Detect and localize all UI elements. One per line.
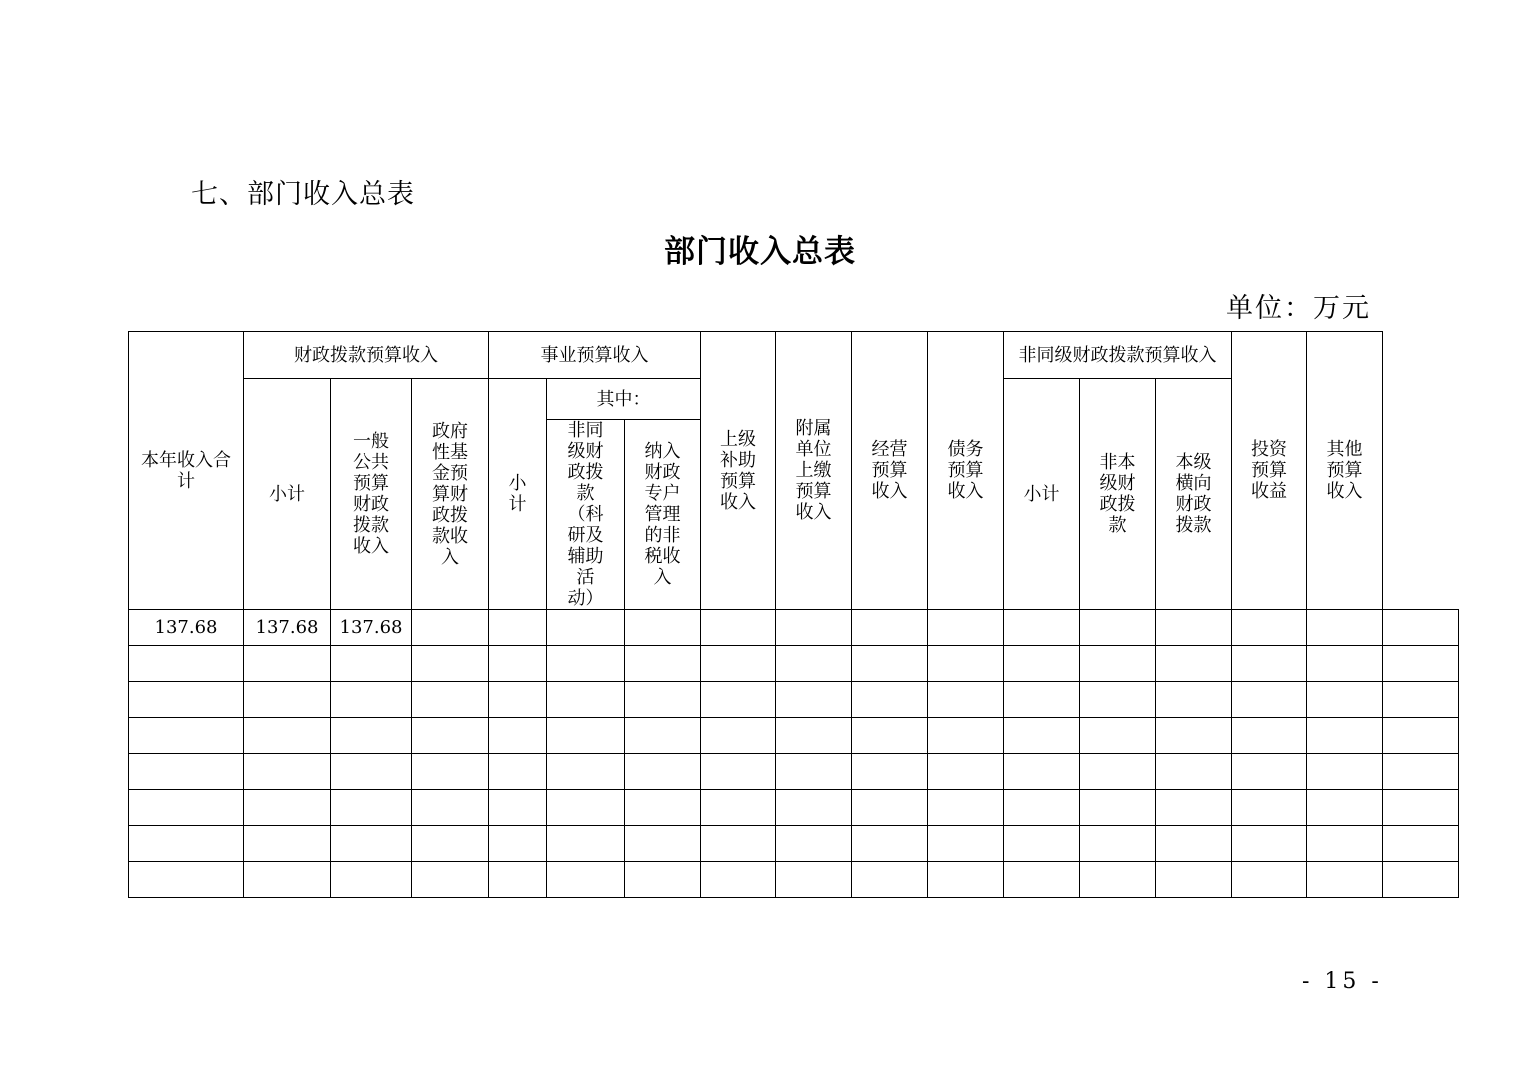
table-cell: 137.68: [129, 610, 244, 646]
table-row: [129, 682, 1459, 718]
table-cell: [1156, 682, 1232, 718]
table-cell: [1307, 862, 1383, 898]
table-cell: [1004, 790, 1080, 826]
table-cell: [244, 754, 331, 790]
table-cell: [244, 826, 331, 862]
table-cell: [928, 610, 1004, 646]
table-cell: [852, 610, 928, 646]
table-row: [129, 754, 1459, 790]
header-business-special-account: 纳入财政专户管理的非税收入: [625, 420, 701, 610]
table-cell: [412, 754, 489, 790]
table-cell: [412, 790, 489, 826]
table-cell: [928, 790, 1004, 826]
table-cell: [852, 790, 928, 826]
table-cell: [129, 646, 244, 682]
table-cell: [1156, 754, 1232, 790]
table-cell: [129, 754, 244, 790]
table-cell: [1004, 610, 1080, 646]
table-cell: [1383, 718, 1459, 754]
table-cell: [1232, 718, 1307, 754]
table-cell: [852, 826, 928, 862]
table-cell: [776, 610, 852, 646]
header-superior-subsidy: 上级补助预算收入: [701, 332, 776, 610]
table-cell: [1307, 646, 1383, 682]
table-cell: [625, 754, 701, 790]
table-cell: [547, 610, 625, 646]
table-cell: [1080, 754, 1156, 790]
table-cell: [489, 646, 547, 682]
section-title: 七、部门收入总表: [191, 179, 415, 210]
table-cell: [1383, 610, 1459, 646]
table-cell: [1383, 826, 1459, 862]
table-cell: [625, 610, 701, 646]
header-business-among: 其中：: [547, 379, 701, 420]
table-cell: [547, 862, 625, 898]
table-cell: [928, 754, 1004, 790]
table-cell: [928, 682, 1004, 718]
table-cell: [1307, 826, 1383, 862]
table-cell: [331, 682, 412, 718]
table-cell: [489, 790, 547, 826]
table-cell: [1004, 754, 1080, 790]
table-cell: [1383, 754, 1459, 790]
table-cell: [1004, 718, 1080, 754]
table-cell: [625, 862, 701, 898]
table-cell: [1383, 862, 1459, 898]
header-group-fiscal: 财政拨款预算收入: [244, 332, 489, 379]
table-cell: [852, 862, 928, 898]
table-cell: [489, 862, 547, 898]
table-cell: [1232, 646, 1307, 682]
table-cell: [1307, 610, 1383, 646]
header-group-business: 事业预算收入: [489, 332, 701, 379]
table-cell: [412, 826, 489, 862]
table-cell: [776, 826, 852, 862]
table-body: [129, 610, 1459, 898]
table-cell: [331, 826, 412, 862]
table-cell: [1156, 718, 1232, 754]
table-cell: [489, 826, 547, 862]
table-cell: [1383, 790, 1459, 826]
table-cell: [412, 862, 489, 898]
table-cell: [1232, 610, 1307, 646]
table-cell: [331, 646, 412, 682]
header-nonsame-nonlocal: 非本级财政拨款: [1080, 379, 1156, 610]
table-cell: [244, 646, 331, 682]
header-business-nonsame: 非同级财政拨款（科研及辅助活动）: [547, 420, 625, 610]
header-group-nonsame: 非同级财政拨款预算收入: [1004, 332, 1232, 379]
table-cell: [1156, 826, 1232, 862]
table-cell: [928, 718, 1004, 754]
table-cell: [701, 718, 776, 754]
table-cell: [331, 754, 412, 790]
table-cell: [1307, 682, 1383, 718]
table-cell: [412, 610, 489, 646]
table-cell: [129, 682, 244, 718]
table-cell: [1080, 610, 1156, 646]
header-fiscal-general: 一般公共预算财政拨款收入: [331, 379, 412, 610]
table-cell: [1156, 610, 1232, 646]
table-cell: 137.68: [244, 610, 331, 646]
document-title: 部门收入总表: [664, 234, 856, 270]
table-cell: [852, 754, 928, 790]
table-cell: [1307, 754, 1383, 790]
table-cell: [776, 862, 852, 898]
table-cell: [331, 790, 412, 826]
table-cell: [547, 754, 625, 790]
header-nonsame-subtotal: 小计: [1004, 379, 1080, 610]
header-affiliated-remit: 附属单位上缴预算收入: [776, 332, 852, 610]
table-cell: [331, 718, 412, 754]
table-cell: [1307, 790, 1383, 826]
table-cell: [547, 718, 625, 754]
table-cell: [547, 826, 625, 862]
table-cell: [547, 682, 625, 718]
table-cell: [489, 718, 547, 754]
table-cell: [1232, 682, 1307, 718]
table-cell: [244, 862, 331, 898]
table-row: [129, 862, 1459, 898]
table-cell: [1080, 826, 1156, 862]
table-row: [129, 718, 1459, 754]
table-cell: [1004, 826, 1080, 862]
table-cell: [1383, 646, 1459, 682]
table-header: [129, 332, 1459, 610]
table-cell: [1156, 646, 1232, 682]
table-cell: [852, 646, 928, 682]
income-summary-table: [128, 331, 1459, 898]
table-cell: [701, 646, 776, 682]
table-cell: [1232, 790, 1307, 826]
table-cell: [776, 682, 852, 718]
header-business-subtotal: 小计: [489, 379, 547, 610]
table-row: [129, 790, 1459, 826]
table-cell: [625, 682, 701, 718]
table-cell: [1156, 862, 1232, 898]
table-cell: [1232, 862, 1307, 898]
table-cell: [412, 646, 489, 682]
table-cell: [928, 646, 1004, 682]
table-cell: [776, 790, 852, 826]
header-fiscal-subtotal: 小计: [244, 379, 331, 610]
table-row: [129, 610, 1459, 646]
table-cell: [1307, 718, 1383, 754]
table-row: [129, 826, 1459, 862]
table-cell: [625, 826, 701, 862]
header-other: 其他预算收入: [1307, 332, 1383, 610]
table-cell: [1080, 646, 1156, 682]
table-cell: [1080, 790, 1156, 826]
header-investment: 投资预算收益: [1232, 332, 1307, 610]
table-cell: [776, 718, 852, 754]
table-cell: 137.68: [331, 610, 412, 646]
table-cell: [129, 826, 244, 862]
table-cell: [1156, 790, 1232, 826]
table-cell: [244, 718, 331, 754]
table-cell: [1232, 826, 1307, 862]
table-row: [129, 646, 1459, 682]
header-fiscal-fund: 政府性基金预算财政拨款收入: [412, 379, 489, 610]
table-cell: [412, 718, 489, 754]
table-cell: [852, 718, 928, 754]
table-cell: [1004, 862, 1080, 898]
header-debt: 债务预算收入: [928, 332, 1004, 610]
table-cell: [701, 610, 776, 646]
header-total: 本年收入合计: [129, 332, 244, 610]
table-cell: [244, 790, 331, 826]
table-cell: [129, 862, 244, 898]
table-cell: [701, 826, 776, 862]
header-operation: 经营预算收入: [852, 332, 928, 610]
table-cell: [776, 754, 852, 790]
table-cell: [1004, 682, 1080, 718]
table-cell: [331, 862, 412, 898]
table-cell: [412, 682, 489, 718]
table-cell: [547, 790, 625, 826]
table-cell: [547, 646, 625, 682]
table-cell: [776, 646, 852, 682]
unit-label: 单位：万元: [1226, 293, 1371, 324]
table-cell: [625, 646, 701, 682]
table-cell: [928, 826, 1004, 862]
table-cell: [1080, 682, 1156, 718]
table-cell: [1080, 718, 1156, 754]
table-cell: [129, 790, 244, 826]
table-cell: [625, 790, 701, 826]
table-cell: [489, 754, 547, 790]
page-number: - 15 -: [1302, 969, 1383, 994]
table-cell: [701, 862, 776, 898]
header-nonsame-horizontal: 本级横向财政拨款: [1156, 379, 1232, 610]
table-cell: [701, 682, 776, 718]
table-cell: [625, 718, 701, 754]
table-cell: [129, 718, 244, 754]
table-cell: [1080, 862, 1156, 898]
table-cell: [1232, 754, 1307, 790]
table-cell: [852, 682, 928, 718]
table-cell: [701, 790, 776, 826]
table-cell: [489, 610, 547, 646]
table-cell: [928, 862, 1004, 898]
table-cell: [244, 682, 331, 718]
table-cell: [701, 754, 776, 790]
table-cell: [489, 682, 547, 718]
table-cell: [1383, 682, 1459, 718]
table-cell: [1004, 646, 1080, 682]
